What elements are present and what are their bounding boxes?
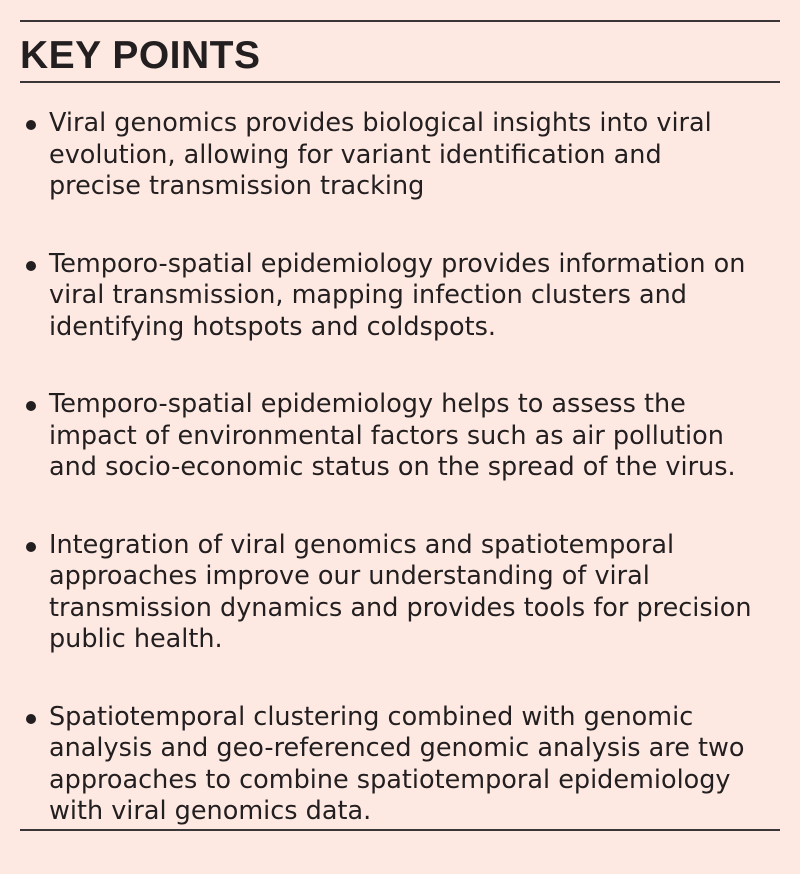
key-points-list — [20, 108, 790, 874]
item-text-line: viral transmission, mapping infection clusters and — [49, 280, 687, 310]
bullet-icon — [26, 714, 36, 724]
item-text-line: public health. — [49, 624, 223, 654]
list-item — [20, 249, 790, 344]
item-text-line: identifying hotspots and coldspots. — [49, 311, 497, 342]
item-text-line: evolution, allowing for variant identification and — [49, 139, 662, 170]
top-rule — [20, 20, 780, 22]
box-title: KEY POINTS — [20, 34, 261, 77]
bottom-rule — [20, 829, 780, 831]
item-text-line: with viral genomics data. — [49, 796, 372, 826]
item-text-line: approaches to combine spatiotemporal epidemiology — [49, 764, 731, 795]
bullet-icon — [26, 261, 36, 271]
item-text-line: Integration of viral genomics and spatiotemporal — [49, 529, 675, 560]
item-text-line: Temporo-spatial epidemiology provides information on — [49, 248, 746, 279]
bullet-icon — [26, 542, 36, 552]
item-text-line: transmission dynamics and provides tools for precision — [49, 592, 752, 623]
bullet-icon — [26, 120, 36, 130]
item-text-line: and socio-economic status on the spread of the virus. — [49, 452, 736, 482]
title-rule — [20, 81, 780, 83]
list-item — [20, 108, 790, 203]
list-item — [20, 702, 790, 828]
list-item — [20, 530, 790, 656]
list-item — [20, 389, 790, 484]
item-text-line: impact of environmental factors such as air pollution — [49, 420, 724, 451]
bullet-icon — [26, 401, 36, 411]
item-text-line: approaches improve our understanding of viral — [49, 561, 650, 591]
item-text-line: Viral genomics provides biological insights into viral — [49, 108, 712, 138]
item-text-line: precise transmission tracking — [49, 171, 425, 201]
item-text-line: analysis and geo-referenced genomic analysis are two — [49, 733, 745, 763]
item-text-line: Spatiotemporal clustering combined with genomic — [49, 701, 694, 732]
item-text-line: Temporo-spatial epidemiology helps to assess the — [49, 389, 686, 419]
